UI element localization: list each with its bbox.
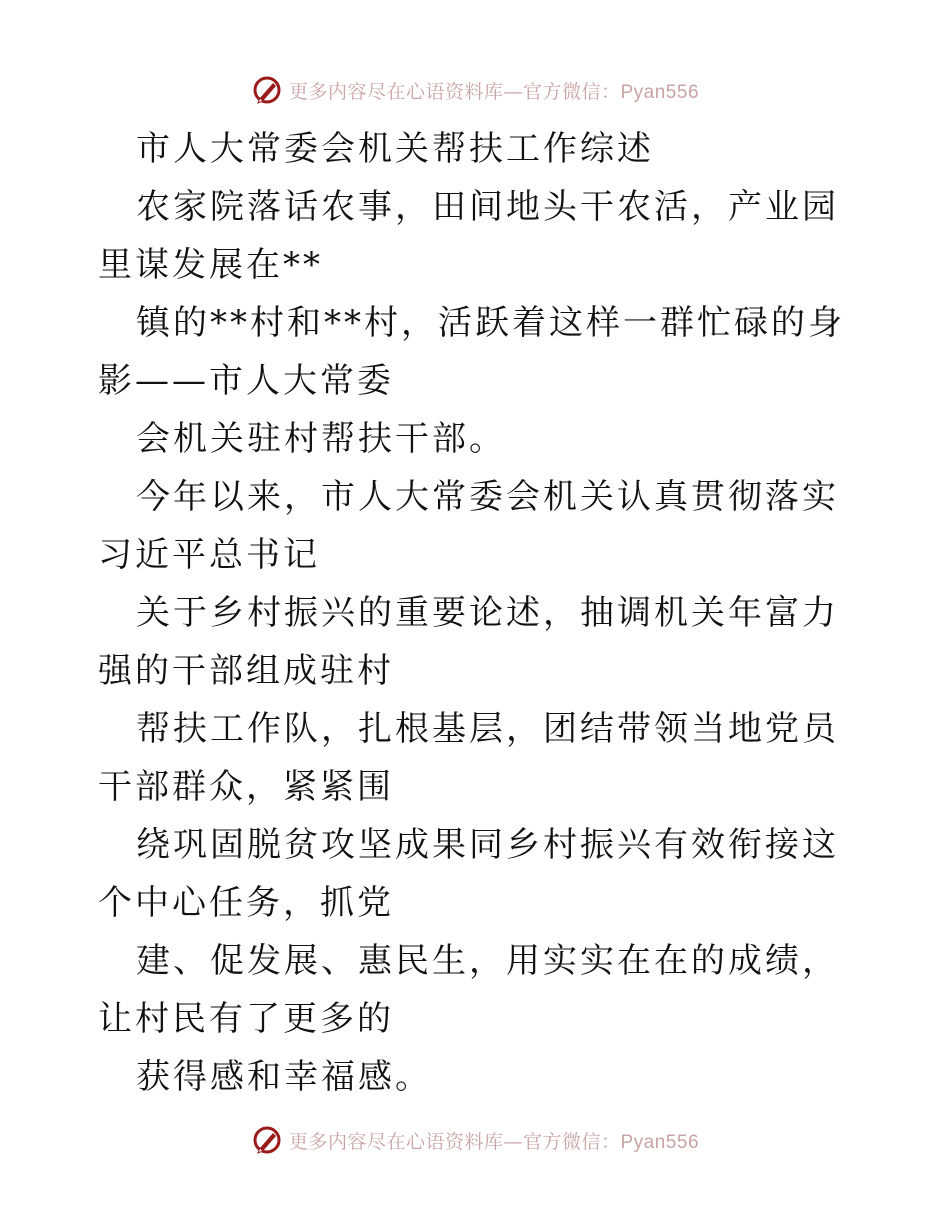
wechat-id: Pyan556 (620, 81, 700, 103)
paragraph: 帮扶工作队，扎根基层，团结带领当地党员干部群众，紧紧围 (98, 709, 839, 807)
paragraph: 建、促发展、惠民生，用实实在在的成绩，让村民有了更多的 (98, 941, 839, 1039)
paragraph: 今年以来，市人大常委会机关认真贯彻落实习近平总书记 (98, 477, 839, 575)
paragraph: 农家院落话农事，田间地头干农活，产业园里谋发展在** (98, 187, 839, 285)
wechat-id: Pyan556 (620, 1131, 700, 1153)
paragraph: 镇的**村和**村，活跃着这样一群忙碌的身影——市人大常委 (98, 303, 845, 401)
pen-logo-icon (251, 1124, 283, 1156)
document-body (98, 120, 858, 1106)
document-title: 市人大常委会机关帮扶工作综述 (136, 129, 654, 169)
paragraph: 关于乡村振兴的重要论述，抽调机关年富力强的干部组成驻村 (98, 593, 839, 691)
watermark-text: 更多内容尽在心语资料库—官方微信：Pyan556 (288, 1130, 700, 1153)
pen-logo-icon (251, 74, 283, 106)
header-watermark-banner (0, 70, 950, 110)
paragraph: 会机关驻村帮扶干部。 (136, 419, 506, 459)
paragraph: 获得感和幸福感。 (136, 1057, 432, 1097)
footer-watermark-banner (0, 1120, 950, 1160)
watermark-text: 更多内容尽在心语资料库—官方微信：Pyan556 (288, 80, 700, 103)
paragraph: 绕巩固脱贫攻坚成果同乡村振兴有效衔接这个中心任务，抓党 (98, 825, 839, 923)
